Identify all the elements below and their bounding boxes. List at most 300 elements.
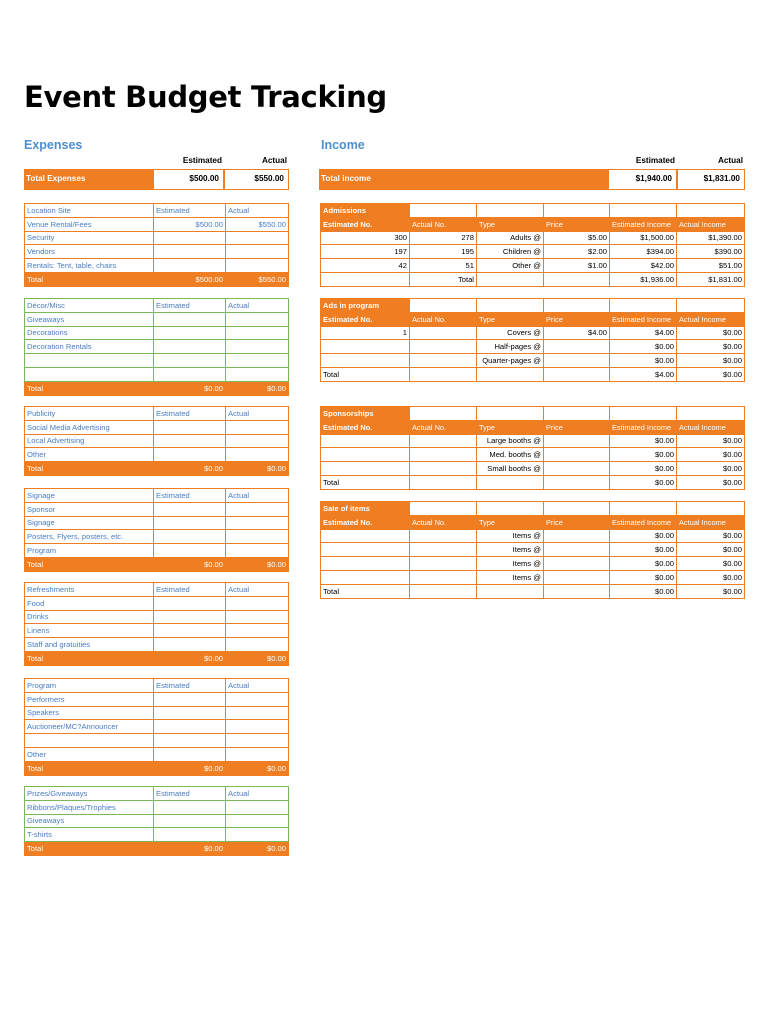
estimated-cell[interactable] — [154, 354, 226, 368]
table-row — [25, 217, 289, 231]
expense-table-6 — [24, 786, 289, 856]
price-cell[interactable] — [544, 557, 610, 571]
actual-header: Actual — [226, 787, 289, 801]
table-row — [25, 720, 289, 734]
actual-no-cell[interactable] — [410, 354, 477, 368]
income-title-row — [321, 299, 745, 313]
total-label-cell: Total — [321, 584, 410, 598]
actual-no-cell[interactable]: 278 — [410, 231, 477, 245]
expenses-summary — [24, 155, 288, 190]
empty-cell[interactable] — [677, 299, 745, 313]
empty-cell[interactable] — [410, 407, 477, 421]
income-column-header: Actual No. — [410, 312, 477, 326]
total-actual: $0.00 — [226, 462, 289, 476]
actual-no-cell[interactable] — [410, 448, 477, 462]
table-row — [25, 502, 289, 516]
total-value-cell: $1,936.00 — [610, 272, 677, 286]
estimated-cell[interactable]: $500.00 — [154, 217, 226, 231]
actual-cell[interactable] — [226, 596, 289, 610]
estimated-cell[interactable] — [154, 624, 226, 638]
income-title-row — [321, 204, 745, 218]
estimated-cell[interactable] — [154, 326, 226, 340]
actual-no-cell[interactable] — [410, 434, 477, 448]
table-row — [321, 354, 745, 368]
income-table-3 — [320, 501, 745, 599]
total-actual: $0.00 — [226, 557, 289, 571]
total-income-label: Total income — [321, 174, 371, 183]
estimated-no-cell[interactable] — [321, 543, 410, 557]
empty-cell[interactable] — [477, 502, 544, 516]
income-column-header: Actual Income — [677, 420, 745, 434]
total-label-cell: Total — [321, 367, 410, 381]
expense-item-label — [25, 734, 154, 748]
table-row — [321, 259, 745, 273]
estimated-cell[interactable] — [154, 828, 226, 842]
price-cell[interactable] — [544, 354, 610, 368]
table-row — [25, 530, 289, 544]
category-header: Program — [25, 679, 154, 693]
actual-income-cell: $0.00 — [677, 543, 745, 557]
estimated-cell[interactable] — [154, 720, 226, 734]
estimated-income-cell: $42.00 — [610, 259, 677, 273]
actual-cell[interactable] — [226, 312, 289, 326]
empty-cell[interactable] — [544, 299, 610, 313]
expense-item-label: Posters, Flyers, posters, etc. — [25, 530, 154, 544]
table-row — [321, 340, 745, 354]
estimated-cell[interactable] — [154, 367, 226, 381]
table-row — [25, 828, 289, 842]
income-summary-actual-label: Actual — [717, 156, 743, 165]
table-row — [321, 462, 745, 476]
empty-cell[interactable] — [610, 204, 677, 218]
type-cell: Half-pages @ — [477, 340, 544, 354]
actual-cell[interactable] — [226, 516, 289, 530]
empty-cell[interactable] — [677, 502, 745, 516]
estimated-cell[interactable] — [154, 814, 226, 828]
actual-cell[interactable] — [226, 828, 289, 842]
total-row — [321, 475, 745, 489]
empty-cell[interactable] — [477, 204, 544, 218]
expense-header-row — [25, 787, 289, 801]
actual-cell[interactable] — [226, 706, 289, 720]
empty-cell[interactable] — [677, 204, 745, 218]
income-section-title: Sale of items — [321, 502, 410, 516]
actual-no-cell[interactable] — [410, 570, 477, 584]
total-label-cell — [410, 475, 477, 489]
income-summary — [319, 155, 744, 190]
actual-header: Actual — [226, 583, 289, 597]
estimated-cell[interactable] — [154, 734, 226, 748]
total-row — [25, 272, 289, 286]
actual-cell[interactable] — [226, 245, 289, 259]
expense-item-label: Signage — [25, 516, 154, 530]
empty-cell[interactable] — [677, 407, 745, 421]
actual-income-cell: $390.00 — [677, 245, 745, 259]
estimated-cell[interactable] — [154, 516, 226, 530]
estimated-header: Estimated — [154, 299, 226, 313]
total-label-cell — [321, 272, 410, 286]
actual-cell[interactable] — [226, 747, 289, 761]
estimated-income-cell: $0.00 — [610, 462, 677, 476]
page-title: Event Budget Tracking — [24, 80, 387, 114]
type-cell: Items @ — [477, 570, 544, 584]
total-row — [25, 557, 289, 571]
income-table-2 — [320, 406, 745, 490]
income-table-0 — [320, 203, 745, 287]
estimated-cell[interactable] — [154, 692, 226, 706]
table-row — [25, 610, 289, 624]
actual-cell[interactable] — [226, 326, 289, 340]
expense-item-label: Auctioneer/MC?Announcer — [25, 720, 154, 734]
expenses-heading: Expenses — [24, 138, 83, 152]
estimated-no-cell[interactable] — [321, 354, 410, 368]
total-label: Total — [25, 651, 154, 665]
estimated-cell[interactable] — [154, 706, 226, 720]
estimated-cell[interactable] — [154, 610, 226, 624]
empty-cell[interactable] — [410, 204, 477, 218]
actual-header: Actual — [226, 407, 289, 421]
estimated-cell[interactable] — [154, 638, 226, 652]
actual-income-cell: $0.00 — [677, 326, 745, 340]
table-row — [25, 354, 289, 368]
total-expenses-estimated[interactable]: $500.00 — [153, 169, 224, 190]
actual-income-cell: $0.00 — [677, 340, 745, 354]
actual-cell[interactable] — [226, 502, 289, 516]
income-column-header: Type — [477, 420, 544, 434]
type-cell: Children @ — [477, 245, 544, 259]
category-header: Prizes/Giveaways — [25, 787, 154, 801]
estimated-cell[interactable] — [154, 434, 226, 448]
estimated-cell[interactable] — [154, 420, 226, 434]
actual-cell[interactable] — [226, 638, 289, 652]
actual-no-cell[interactable] — [410, 326, 477, 340]
income-section-title: Sponsorships — [321, 407, 410, 421]
estimated-no-cell[interactable] — [321, 462, 410, 476]
actual-cell[interactable] — [226, 231, 289, 245]
expense-table-3 — [24, 488, 289, 572]
total-label: Total — [25, 842, 154, 856]
empty-cell[interactable] — [477, 299, 544, 313]
total-value-cell: $1,831.00 — [677, 272, 745, 286]
empty-cell[interactable] — [544, 502, 610, 516]
income-column-header: Type — [477, 515, 544, 529]
table-row — [25, 259, 289, 273]
total-income-estimated[interactable]: $1,940.00 — [608, 169, 677, 190]
total-label: Total — [25, 557, 154, 571]
total-label: Total — [25, 761, 154, 775]
table-row — [321, 557, 745, 571]
income-header-row — [321, 217, 745, 231]
actual-no-cell[interactable] — [410, 529, 477, 543]
expense-item-label: Decoration Rentals — [25, 340, 154, 354]
category-header: Refreshments — [25, 583, 154, 597]
estimated-cell[interactable] — [154, 312, 226, 326]
price-cell[interactable]: $2.00 — [544, 245, 610, 259]
expense-header-row — [25, 299, 289, 313]
expense-item-label: Security — [25, 231, 154, 245]
table-row — [25, 231, 289, 245]
total-value-cell: $4.00 — [610, 367, 677, 381]
table-row — [25, 420, 289, 434]
table-row — [321, 326, 745, 340]
empty-cell[interactable] — [610, 407, 677, 421]
actual-cell[interactable] — [226, 814, 289, 828]
estimated-cell[interactable] — [154, 800, 226, 814]
actual-cell[interactable] — [226, 610, 289, 624]
estimated-no-cell[interactable] — [321, 570, 410, 584]
actual-no-cell[interactable] — [410, 557, 477, 571]
total-estimated: $0.00 — [154, 761, 226, 775]
total-label-cell: Total — [321, 475, 410, 489]
income-column-header: Estimated No. — [321, 217, 410, 231]
actual-no-cell[interactable] — [410, 340, 477, 354]
expense-item-label: Rentals: Tent, table, chairs — [25, 259, 154, 273]
income-column-header: Price — [544, 217, 610, 231]
expense-item-label: Performers — [25, 692, 154, 706]
total-label-cell — [477, 367, 544, 381]
empty-cell[interactable] — [544, 407, 610, 421]
actual-income-cell: $0.00 — [677, 570, 745, 584]
actual-cell[interactable] — [226, 692, 289, 706]
estimated-no-cell[interactable] — [321, 340, 410, 354]
actual-header: Actual — [226, 489, 289, 503]
total-actual: $0.00 — [226, 381, 289, 395]
total-expenses-actual[interactable]: $550.00 — [224, 169, 289, 190]
category-header: Signage — [25, 489, 154, 503]
table-row — [25, 367, 289, 381]
actual-header: Actual — [226, 204, 289, 218]
estimated-no-cell[interactable] — [321, 448, 410, 462]
estimated-no-cell[interactable]: 300 — [321, 231, 410, 245]
actual-cell[interactable] — [226, 420, 289, 434]
estimated-income-cell: $1,500.00 — [610, 231, 677, 245]
table-row — [25, 747, 289, 761]
actual-income-cell: $0.00 — [677, 354, 745, 368]
actual-cell[interactable] — [226, 434, 289, 448]
total-actual: $0.00 — [226, 761, 289, 775]
actual-cell[interactable] — [226, 259, 289, 273]
expense-header-row — [25, 679, 289, 693]
table-row — [321, 245, 745, 259]
actual-cell[interactable]: $550.00 — [226, 217, 289, 231]
total-actual: $0.00 — [226, 842, 289, 856]
income-column-header: Estimated No. — [321, 515, 410, 529]
empty-cell[interactable] — [610, 299, 677, 313]
actual-cell[interactable] — [226, 530, 289, 544]
income-column-header: Estimated No. — [321, 312, 410, 326]
expense-item-label: Sponsor — [25, 502, 154, 516]
estimated-cell[interactable] — [154, 530, 226, 544]
income-column-header: Type — [477, 217, 544, 231]
actual-cell[interactable] — [226, 340, 289, 354]
total-income-actual[interactable]: $1,831.00 — [677, 169, 745, 190]
empty-cell[interactable] — [544, 204, 610, 218]
total-value-cell: $0.00 — [610, 475, 677, 489]
actual-header: Actual — [226, 299, 289, 313]
total-row — [25, 462, 289, 476]
total-label-cell — [544, 475, 610, 489]
estimated-income-cell: $0.00 — [610, 340, 677, 354]
estimated-no-cell[interactable]: 197 — [321, 245, 410, 259]
price-cell[interactable] — [544, 340, 610, 354]
price-cell[interactable] — [544, 570, 610, 584]
estimated-cell[interactable] — [154, 747, 226, 761]
income-heading: Income — [321, 138, 365, 152]
expense-header-row — [25, 583, 289, 597]
income-column-header: Actual No. — [410, 420, 477, 434]
income-column-header: Price — [544, 515, 610, 529]
total-row — [321, 272, 745, 286]
income-column-header: Actual Income — [677, 515, 745, 529]
income-summary-estimated-label: Estimated — [635, 156, 675, 165]
empty-cell[interactable] — [610, 502, 677, 516]
expense-item-label: Venue Rental/Fees — [25, 217, 154, 231]
estimated-cell[interactable] — [154, 340, 226, 354]
actual-header: Actual — [226, 679, 289, 693]
expense-table-1 — [24, 298, 289, 396]
estimated-header: Estimated — [154, 583, 226, 597]
expense-item-label: Other — [25, 747, 154, 761]
estimated-cell[interactable] — [154, 596, 226, 610]
estimated-no-cell[interactable] — [321, 434, 410, 448]
estimated-income-cell: $0.00 — [610, 354, 677, 368]
estimated-cell[interactable] — [154, 231, 226, 245]
actual-cell[interactable] — [226, 367, 289, 381]
expense-table-0 — [24, 203, 289, 287]
expense-item-label: Giveaways — [25, 312, 154, 326]
total-row — [25, 651, 289, 665]
empty-cell[interactable] — [410, 502, 477, 516]
estimated-no-cell[interactable]: 42 — [321, 259, 410, 273]
expense-item-label: Drinks — [25, 610, 154, 624]
total-expenses-label: Total Expenses — [26, 174, 86, 183]
price-cell[interactable] — [544, 434, 610, 448]
price-cell[interactable] — [544, 462, 610, 476]
estimated-header: Estimated — [154, 489, 226, 503]
income-header-row — [321, 312, 745, 326]
estimated-header: Estimated — [154, 204, 226, 218]
total-estimated: $0.00 — [154, 462, 226, 476]
total-actual: $550.00 — [226, 272, 289, 286]
estimated-cell[interactable] — [154, 259, 226, 273]
actual-no-cell[interactable]: 195 — [410, 245, 477, 259]
category-header: Location Site — [25, 204, 154, 218]
price-cell[interactable]: $4.00 — [544, 326, 610, 340]
estimated-income-cell: $0.00 — [610, 448, 677, 462]
table-row — [25, 245, 289, 259]
total-estimated: $0.00 — [154, 842, 226, 856]
actual-income-cell: $0.00 — [677, 434, 745, 448]
estimated-cell[interactable] — [154, 502, 226, 516]
price-cell[interactable] — [544, 448, 610, 462]
price-cell[interactable]: $5.00 — [544, 231, 610, 245]
actual-cell[interactable] — [226, 734, 289, 748]
total-expenses-bar — [24, 169, 288, 190]
total-label-cell: Total — [410, 272, 477, 286]
expense-item-label: Staff and gratuities — [25, 638, 154, 652]
expense-item-label: Social Media Advertising — [25, 420, 154, 434]
total-value-cell: $0.00 — [610, 584, 677, 598]
table-row — [321, 434, 745, 448]
estimated-no-cell[interactable] — [321, 557, 410, 571]
income-column-header: Type — [477, 312, 544, 326]
expense-header-row — [25, 407, 289, 421]
table-row — [25, 624, 289, 638]
total-label-cell — [544, 272, 610, 286]
income-header-row — [321, 420, 745, 434]
empty-cell[interactable] — [410, 299, 477, 313]
expense-item-label: Other — [25, 448, 154, 462]
estimated-income-cell: $0.00 — [610, 570, 677, 584]
table-row — [25, 800, 289, 814]
expense-item-label: Decorations — [25, 326, 154, 340]
total-estimated: $0.00 — [154, 557, 226, 571]
estimated-no-cell[interactable] — [321, 529, 410, 543]
price-cell[interactable] — [544, 543, 610, 557]
total-row — [25, 842, 289, 856]
actual-cell[interactable] — [226, 354, 289, 368]
actual-cell[interactable] — [226, 624, 289, 638]
total-label-cell — [544, 584, 610, 598]
income-title-row — [321, 502, 745, 516]
total-value-cell: $0.00 — [677, 584, 745, 598]
actual-cell[interactable] — [226, 544, 289, 558]
actual-cell[interactable] — [226, 800, 289, 814]
income-column-header: Estimated Income — [610, 515, 677, 529]
estimated-cell[interactable] — [154, 245, 226, 259]
type-cell: Large booths @ — [477, 434, 544, 448]
actual-cell[interactable] — [226, 448, 289, 462]
table-row — [25, 312, 289, 326]
actual-income-cell: $0.00 — [677, 557, 745, 571]
income-column-header: Price — [544, 312, 610, 326]
actual-no-cell[interactable] — [410, 543, 477, 557]
price-cell[interactable] — [544, 529, 610, 543]
estimated-no-cell[interactable]: 1 — [321, 326, 410, 340]
estimated-cell[interactable] — [154, 448, 226, 462]
expense-table-2 — [24, 406, 289, 476]
actual-no-cell[interactable]: 51 — [410, 259, 477, 273]
total-label-cell — [477, 475, 544, 489]
actual-no-cell[interactable] — [410, 462, 477, 476]
type-cell: Items @ — [477, 529, 544, 543]
income-column-header: Estimated Income — [610, 217, 677, 231]
income-column-header: Estimated No. — [321, 420, 410, 434]
type-cell: Covers @ — [477, 326, 544, 340]
estimated-income-cell: $0.00 — [610, 434, 677, 448]
expense-item-label: Linens — [25, 624, 154, 638]
income-column-header: Actual No. — [410, 217, 477, 231]
estimated-income-cell: $4.00 — [610, 326, 677, 340]
type-cell: Other @ — [477, 259, 544, 273]
empty-cell[interactable] — [477, 407, 544, 421]
expense-item-label: Giveaways — [25, 814, 154, 828]
estimated-header: Estimated — [154, 787, 226, 801]
price-cell[interactable]: $1.00 — [544, 259, 610, 273]
expense-item-label: T-shirts — [25, 828, 154, 842]
income-column-header: Actual No. — [410, 515, 477, 529]
table-row — [25, 706, 289, 720]
actual-cell[interactable] — [226, 720, 289, 734]
total-estimated: $500.00 — [154, 272, 226, 286]
estimated-income-cell: $0.00 — [610, 529, 677, 543]
income-column-header: Estimated Income — [610, 420, 677, 434]
total-label-cell — [410, 584, 477, 598]
summary-estimated-label: Estimated — [182, 156, 222, 165]
estimated-cell[interactable] — [154, 544, 226, 558]
type-cell: Items @ — [477, 543, 544, 557]
expense-item-label: Local Advertising — [25, 434, 154, 448]
